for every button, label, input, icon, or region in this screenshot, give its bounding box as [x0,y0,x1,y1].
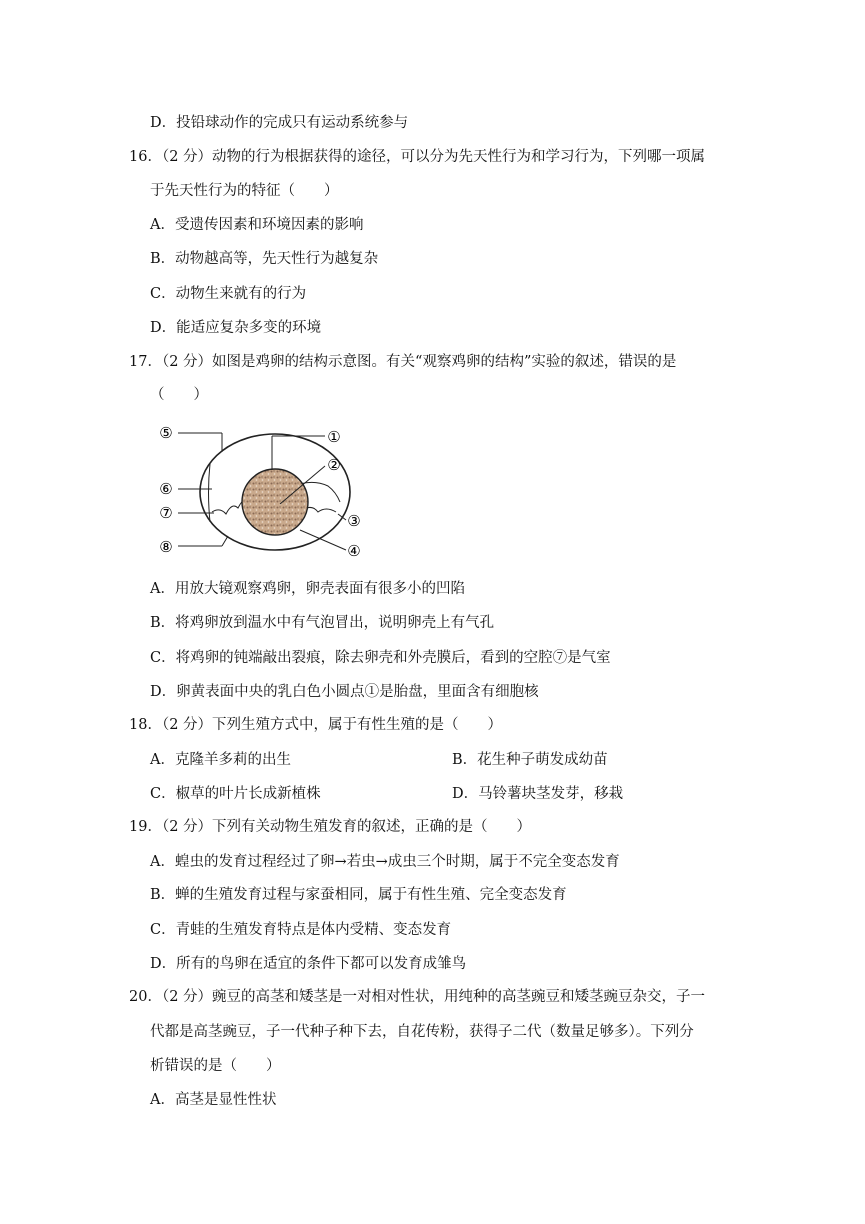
q18-option-b: B．花生种子萌发成幼苗 [452,752,608,768]
q19-option-b: B．蝉的生殖发育过程与家蚕相同，属于有性生殖、完全变态发育 [150,887,567,903]
label-1: ① [327,428,341,446]
label-3: ③ [347,512,361,530]
label-4: ④ [347,542,361,560]
egg-structure-figure [150,422,390,562]
q16-option-c: C．动物生来就有的行为 [150,286,307,302]
label-7: ⑦ [159,504,173,522]
egg-yolk [242,469,308,535]
q19-option-d: D．所有的鸟卵在适宜的条件下都可以发育成雏鸟 [150,956,467,972]
q16-stem-cont: 于先天性行为的特征（ ） [150,183,339,199]
q16-option-a: A．受遗传因素和环境因素的影响 [150,217,364,233]
q18-option-c: C．椒草的叶片长成新植株 [150,786,321,802]
q17-stem-cont: （ ） [150,387,208,403]
q19-option-c: C．青蛙的生殖发育特点是体内受精、变态发育 [150,922,452,938]
q19-option-a: A．蝗虫的发育过程经过了卵→若虫→成虫三个时期，属于不完全变态发育 [150,854,620,870]
label-6: ⑥ [159,480,173,498]
q17-stem: 17．（2 分）如图是鸡卵的结构示意图。有关“观察鸡卵的结构”实验的叙述，错误的是 [129,354,677,370]
q19-stem: 19．（2 分）下列有关动物生殖发育的叙述，正确的是（ ） [129,819,532,835]
q20-stem: 20．（2 分）豌豆的高茎和矮茎是一对相对性状，用纯种的高茎豌豆和矮茎豌豆杂交，子一 [129,989,706,1005]
q17-option-a: A．用放大镜观察鸡卵，卵壳表面有很多小的凹陷 [150,581,465,597]
label-2: ② [327,456,341,474]
q16-stem: 16．（2 分）动物的行为根据获得的途径，可以分为先天性行为和学习行为，下列哪一项属 [129,149,706,165]
q18-option-d: D．马铃薯块茎发芽，移栽 [452,786,624,802]
q17-option-b: B．将鸡卵放到温水中有气泡冒出，说明卵壳上有气孔 [150,615,495,631]
q20-stem-cont-1: 代都是高茎豌豆，子一代种子种下去，自花传粉，获得子二代（数量足够多）。下列分 [150,1024,694,1040]
q16-option-d: D．能适应复杂多变的环境 [150,320,322,336]
q20-stem-cont-2: 析错误的是（ ） [150,1058,281,1074]
label-5: ⑤ [159,424,173,442]
label-8: ⑧ [159,538,173,556]
q18-option-a: A．克隆羊多莉的出生 [150,752,291,768]
q16-option-b: B．动物越高等，先天性行为越复杂 [150,251,379,267]
q17-option-d: D．卵黄表面中央的乳白色小圆点①是胎盘，里面含有细胞核 [150,684,539,700]
q20-option-a: A．高茎是显性性状 [150,1092,277,1108]
q15-option-d: D．投铅球动作的完成只有运动系统参与 [150,115,409,131]
q17-option-c: C．将鸡卵的钝端敲出裂痕，除去卵壳和外壳膜后，看到的空腔⑦是气室 [150,650,611,666]
q18-stem: 18．（2 分）下列生殖方式中，属于有性生殖的是（ ） [129,717,503,733]
